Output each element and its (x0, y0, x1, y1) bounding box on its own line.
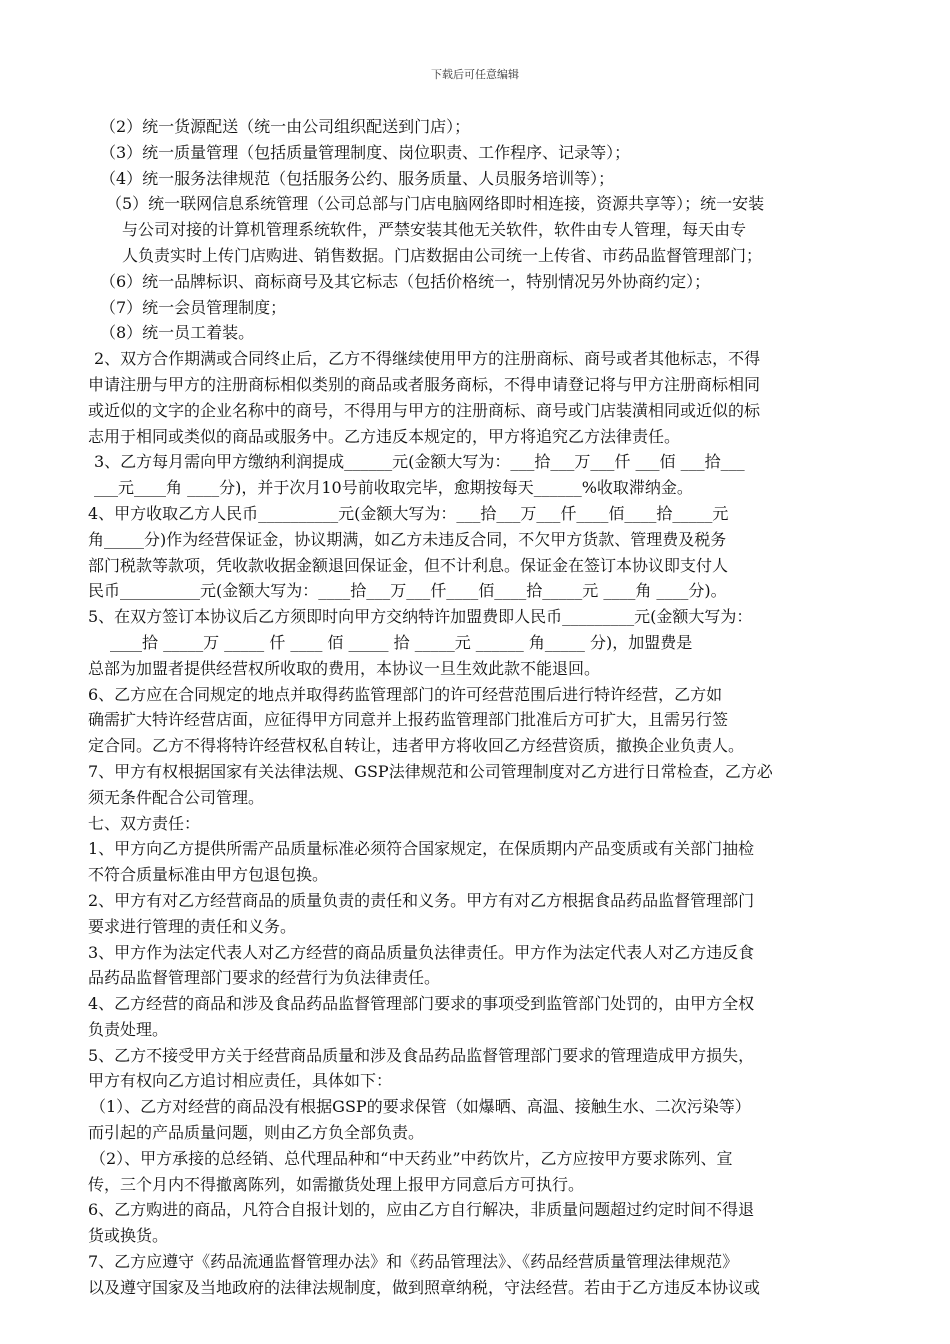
text-line: 4、甲方收取乙方人民币__________元(金额大写为：___拾___万___仟____佰____拾_____元 (88, 503, 729, 523)
text-line: 1、甲方向乙方提供所需产品质量标准必须符合国家规定，在保质期内产品变质或有关部门抽检 (88, 839, 755, 859)
page-header: 下载后可任意编辑 (431, 68, 519, 81)
text-line: 4、乙方经营的商品和涉及食品药品监督管理部门要求的事项受到监管部门处罚的，由甲方全权 (88, 994, 755, 1014)
text-line: 要求进行管理的责任和义务。 (88, 916, 297, 936)
text-line: （3）统一质量管理（包括质量管理制度、岗位职责、工作程序、记录等）； (100, 142, 631, 162)
text-line: 5、乙方不接受甲方关于经营商品质量和涉及食品药品监督管理部门要求的管理造成甲方损失， (88, 1045, 755, 1065)
text-line: 负责处理。 (88, 1019, 169, 1039)
text-line: 确需扩大特许经营店面，应征得甲方同意并上报药监管理部门批准后方可扩大，且需另行签 (88, 710, 729, 730)
text-line: 人负责实时上传门店购进、销售数据。门店数据由公司统一上传省、市药品监督管理部门； (122, 245, 763, 265)
text-line: 部门税款等款项，凭收款收据金额退回保证金，但不计利息。保证金在签订本协议即支付人 (88, 555, 729, 575)
text-line: 6、乙方购进的商品，凡符合自报计划的，应由乙方自行解决，非质量问题超过约定时间不得退 (88, 1200, 755, 1220)
document-body (88, 114, 903, 1301)
text-line: ____拾 _____万 _____ 仟 ____ 佰 _____ 拾 _____元 ______ 角_____ 分)，加盟费是 (110, 632, 693, 652)
text-line: （2）、甲方承接的总经销、总代理品种和“中天药业”中药饮片，乙方应按甲方要求陈列、宣 (90, 1148, 733, 1168)
text-line: （8）统一员工着装。 (100, 323, 255, 343)
text-line: （1）、乙方对经营的商品没有根据GSP的要求保管（如爆晒、高温、接触生水、二次污染等） (90, 1097, 751, 1117)
text-line: 不符合质量标准由甲方包退包换。 (88, 865, 329, 885)
text-line: 角_____分)作为经营保证金，协议期满，如乙方未违反合同，不欠甲方货款、管理费及税务 (88, 529, 727, 549)
text-line: 2、甲方有对乙方经营商品的质量负责的责任和义务。甲方有对乙方根据食品药品监督管理部门 (88, 890, 755, 910)
text-line: 须无条件配合公司管理。 (88, 787, 265, 807)
text-line: 申请注册与甲方的注册商标相似类别的商品或者服务商标，不得申请登记将与甲方注册商标相同 (88, 374, 761, 394)
text-line: 6、乙方应在合同规定的地点并取得药监管理部门的许可经营范围后进行特许经营，乙方如 (88, 684, 723, 704)
text-line: 与公司对接的计算机管理系统软件，严禁安装其他无关软件，软件由专人管理，每天由专 (122, 220, 747, 240)
text-line: 而引起的产品质量问题，则由乙方负全部负责。 (88, 1123, 425, 1143)
section-heading: 七、双方责任： (88, 813, 201, 833)
text-line: 3、甲方作为法定代表人对乙方经营的商品质量负法律责任。甲方作为法定代表人对乙方违反食 (88, 942, 755, 962)
text-line: 2、双方合作期满或合同终止后，乙方不得继续使用甲方的注册商标、商号或者其他标志，不得 (94, 349, 761, 369)
text-line: 7、甲方有权根据国家有关法律法规、GSP法律规范和公司管理制度对乙方进行日常检查，乙方必 (88, 761, 773, 781)
text-line: 总部为加盟者提供经营权所收取的费用，本协议一旦生效此款不能退回。 (88, 658, 601, 678)
text-line: 货或换货。 (88, 1226, 169, 1246)
text-line: 民币__________元(金额大写为：____拾___万___仟____佰____拾_____元 ____角 ____分)。 (88, 581, 727, 601)
text-line: 品药品监督管理部门要求的经营行为负法律责任。 (88, 968, 441, 988)
text-line: （5）统一联网信息系统管理（公司总部与门店电脑网络即时相连接，资源共享等）；统一安装 (106, 194, 765, 214)
text-line: （7）统一会员管理制度； (100, 297, 287, 317)
text-line: 或近似的文字的企业名称中的商号，不得用与甲方的注册商标、商号或门店装潢相同或近似的标 (88, 400, 761, 420)
text-line: 志用于相同或类似的商品或服务中。乙方违反本规定的，甲方将追究乙方法律责任。 (88, 426, 681, 446)
text-line: （6）统一品牌标识、商标商号及其它标志（包括价格统一，特别情况另外协商约定）； (100, 271, 711, 291)
text-line: ___元____角 ____分)，并于次月10号前收取完毕，愈期按每天______%收取滞纳金。 (94, 478, 693, 498)
text-line: （4）统一服务法律规范（包括服务公约、服务质量、人员服务培训等）； (100, 168, 615, 188)
text-line: 定合同。乙方不得将特许经营权私自转让，违者甲方将收回乙方经营资质，撤换企业负责人。 (88, 736, 745, 756)
text-line: 3、乙方每月需向甲方缴纳利润提成______元(金额大写为：___拾___万___仟 ___佰 ___拾___ (94, 452, 745, 472)
text-line: 传，三个月内不得撤离陈列，如需撤货处理上报甲方同意后方可执行。 (88, 1174, 585, 1194)
text-line: 5、在双方签订本协议后乙方须即时向甲方交纳特许加盟费即人民币_________元(金额大写为： (88, 607, 753, 627)
text-line: 7、乙方应遵守《药品流通监督管理办法》和《药品管理法》、《药品经营质量管理法律规范》 (88, 1252, 739, 1272)
text-line: 以及遵守国家及当地政府的法律法规制度，做到照章纳税，守法经营。若由于乙方违反本协议或 (88, 1277, 761, 1297)
text-line: （2）统一货源配送（统一由公司组织配送到门店）； (100, 117, 471, 136)
text-line: 甲方有权向乙方追讨相应责任，具体如下： (88, 1071, 393, 1091)
